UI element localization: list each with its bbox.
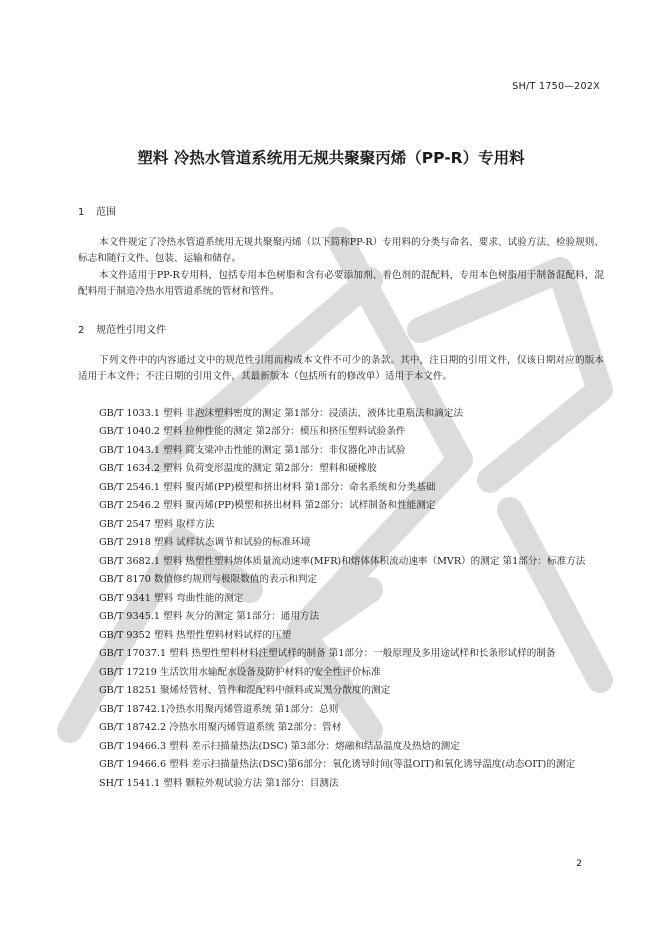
section-title: 规范性引用文件 bbox=[96, 325, 166, 336]
reference-item: GB/T 18742.2 冷热水用聚丙烯管道系统 第2部分：管材 bbox=[99, 722, 342, 734]
reference-item: GB/T 9345.1 塑料 灰分的测定 第1部分：通用方法 bbox=[99, 611, 320, 623]
section-number: 1 bbox=[78, 207, 85, 218]
reference-item: GB/T 2918 塑料 试样状态调节和试验的标准环境 bbox=[99, 537, 311, 549]
reference-item: GB/T 3682.1 塑料 热塑性塑料熔体质量流动速率(MFR)和熔体体积流动速率（MVR）的测定 第1部分：标准方法 bbox=[99, 555, 586, 567]
reference-item: GB/T 1033.1 塑料 非泡沫塑料密度的测定 第1部分：浸渍法、液体比重瓶法和滴定法 bbox=[99, 408, 464, 419]
section-title: 范围 bbox=[96, 207, 116, 218]
page-number: 2 bbox=[576, 859, 582, 869]
standard-code: SH/T 1750—202X bbox=[512, 81, 600, 92]
section-heading-normative-references bbox=[78, 321, 166, 336]
document-title: 塑料 冷热水管道系统用无规共聚聚丙烯（PP-R）专用料 bbox=[137, 149, 525, 167]
section-heading-scope bbox=[78, 203, 116, 218]
reference-item: GB/T 17219 生活饮用水输配水设备及防护材料的安全性评价标准 bbox=[99, 666, 381, 678]
reference-item: GB/T 1043.1 塑料 简支梁冲击性能的测定 第1部分：非仪器化冲击试验 bbox=[99, 444, 406, 456]
reference-item: SH/T 1541.1 塑料 颗粒外观试验方法 第1部分：目测法 bbox=[99, 777, 339, 789]
reference-item: GB/T 18742.1冷热水用聚丙烯管道系统 第1部分：总则 bbox=[99, 703, 339, 715]
references-intro-paragraph: 下列文件中的内容通过文中的规范性引用而构成本文件不可少的条款。其中，注日期的引用文件，仅该日期对应的版本适用于本文件；不注日期的引用文件，其最新版本（包括所有的修改单）适用于本文件。 bbox=[78, 355, 604, 383]
reference-item: GB/T 19466.6 塑料 差示扫描量热法(DSC)第6部分：氧化诱导时间(等温OIT)和氧化诱导温度(动态OIT)的测定 bbox=[99, 759, 576, 771]
reference-item: GB/T 19466.3 塑料 差示扫描量热法(DSC) 第3部分：熔融和结晶温度及热焓的测定 bbox=[99, 740, 460, 752]
scope-paragraph: 本文件适用于PP-R专用料，包括专用本色树脂和含有必要添加剂、着色剂的混配料，专用本色树脂用于制备混配料，混配料用于制造冷热水用管道系统的管材和管件。 bbox=[78, 270, 604, 298]
reference-item: GB/T 2546.2 塑料 聚丙烯(PP)模塑和挤出材料 第2部分：试样制备和性能测定 bbox=[99, 500, 436, 512]
reference-item: GB/T 1040.2 塑料 拉伸性能的测定 第2部分：模压和挤压塑料试验条件 bbox=[99, 426, 406, 438]
reference-item: GB/T 2547 塑料 取样方法 bbox=[99, 518, 215, 530]
reference-list bbox=[78, 406, 604, 794]
reference-item: GB/T 1634.2 塑料 负荷变形温度的测定 第2部分：塑料和硬橡胶 bbox=[99, 463, 377, 475]
reference-item: GB/T 17037.1 塑料 热塑性塑料材料注塑试样的制备 第1部分：一般原理及多用途试样和长条形试样的制备 bbox=[99, 648, 556, 660]
reference-item: GB/T 9352 塑料 热塑性塑料材料试样的压塑 bbox=[99, 629, 292, 641]
section-number: 2 bbox=[78, 325, 85, 336]
reference-item: GB/T 2546.1 塑料 聚丙烯(PP)模塑和挤出材料 第1部分：命名系统和分类基础 bbox=[99, 481, 436, 493]
reference-item: GB/T 18251 聚烯烃管材、管件和混配料中颜料或炭黑分散度的测定 bbox=[99, 685, 391, 697]
reference-item: GB/T 9341 塑料 弯曲性能的测定 bbox=[99, 592, 244, 604]
reference-item: GB/T 8170 数值修约规则与极限数值的表示和判定 bbox=[99, 574, 317, 586]
scope-paragraph: 本文件规定了冷热水管道系统用无规共聚聚丙烯（以下简称PP-R）专用料的分类与命名、要求、试验方法、检验规则、标志和随行文件、包装、运输和储存。 bbox=[78, 237, 604, 265]
